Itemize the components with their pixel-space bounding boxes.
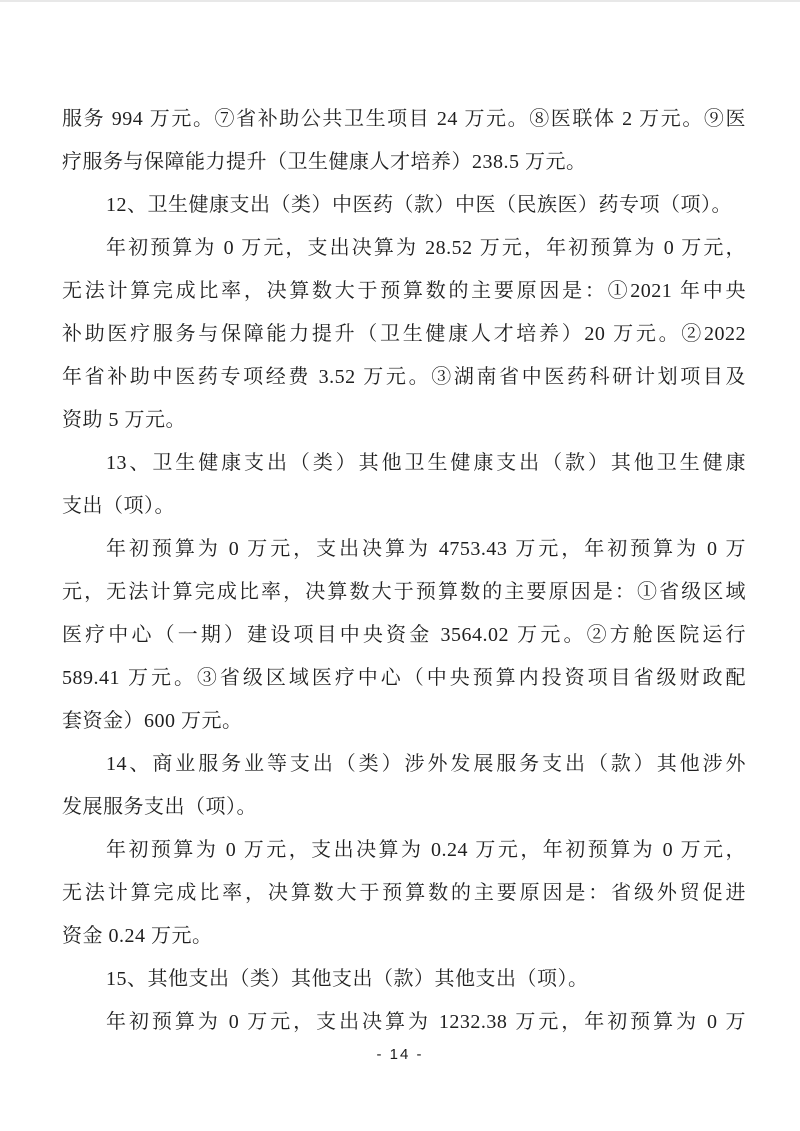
paragraph-item-15 bbox=[62, 958, 746, 1001]
page-footer bbox=[0, 1044, 800, 1066]
text-line: 年初预算为 0 万元，支出决算为 4753.43 万元，年初预算为 0 万 bbox=[106, 538, 746, 560]
text-line: 无法计算完成比率，决算数大于预算数的主要原因是：省级外贸促进 bbox=[62, 882, 746, 904]
paragraph bbox=[62, 829, 746, 958]
text-line: 年初预算为 0 万元，支出决算为 28.52 万元，年初预算为 0 万元， bbox=[106, 237, 746, 259]
scan-top-edge bbox=[0, 0, 800, 2]
text-line: 补助医疗服务与保障能力提升（卫生健康人才培养）20 万元。②2022 bbox=[62, 323, 746, 345]
text-line: 年省补助中医药专项经费 3.52 万元。③湖南省中医药科研计划项目及 bbox=[62, 366, 746, 388]
text-line: 医疗中心（一期）建设项目中央资金 3564.02 万元。②方舱医院运行 bbox=[62, 624, 746, 646]
text-line: 年初预算为 0 万元，支出决算为 0.24 万元，年初预算为 0 万元， bbox=[106, 839, 746, 861]
page-content bbox=[62, 98, 746, 1044]
paragraph-item-12 bbox=[62, 184, 746, 227]
text-line: 资助 5 万元。 bbox=[62, 409, 186, 431]
text-line: 无法计算完成比率，决算数大于预算数的主要原因是：①2021 年中央 bbox=[62, 280, 746, 302]
text-line: 支出（项）。 bbox=[62, 495, 175, 517]
text-line: 13、卫生健康支出（类）其他卫生健康支出（款）其他卫生健康 bbox=[106, 452, 746, 474]
paragraph-item-13 bbox=[62, 442, 746, 528]
paragraph bbox=[62, 227, 746, 442]
text-line: 资金 0.24 万元。 bbox=[62, 925, 213, 947]
text-line: 年初预算为 0 万元，支出决算为 1232.38 万元，年初预算为 0 万 bbox=[106, 1011, 746, 1033]
text-line: 服务 994 万元。⑦省补助公共卫生项目 24 万元。⑧医联体 2 万元。⑨医 bbox=[62, 108, 746, 130]
text-line: 疗服务与保障能力提升（卫生健康人才培养）238.5 万元。 bbox=[62, 151, 587, 173]
text-line: 发展服务支出（项）。 bbox=[62, 796, 257, 818]
text-line: 12、卫生健康支出（类）中医药（款）中医（民族医）药专项（项）。 bbox=[106, 194, 732, 216]
text-line: 15、其他支出（类）其他支出（款）其他支出（项）。 bbox=[106, 968, 589, 990]
paragraph bbox=[62, 1001, 746, 1044]
text-line: 套资金）600 万元。 bbox=[62, 710, 243, 732]
paragraph bbox=[62, 98, 746, 184]
text-line: 元，无法计算完成比率，决算数大于预算数的主要原因是：①省级区域 bbox=[62, 581, 746, 603]
paragraph-item-14 bbox=[62, 743, 746, 829]
text-line: 589.41 万元。③省级区域医疗中心（中央预算内投资项目省级财政配 bbox=[62, 667, 746, 689]
page-number: - 14 - bbox=[376, 1046, 424, 1063]
text-line: 14、商业服务业等支出（类）涉外发展服务支出（款）其他涉外 bbox=[106, 753, 746, 775]
paragraph bbox=[62, 528, 746, 743]
